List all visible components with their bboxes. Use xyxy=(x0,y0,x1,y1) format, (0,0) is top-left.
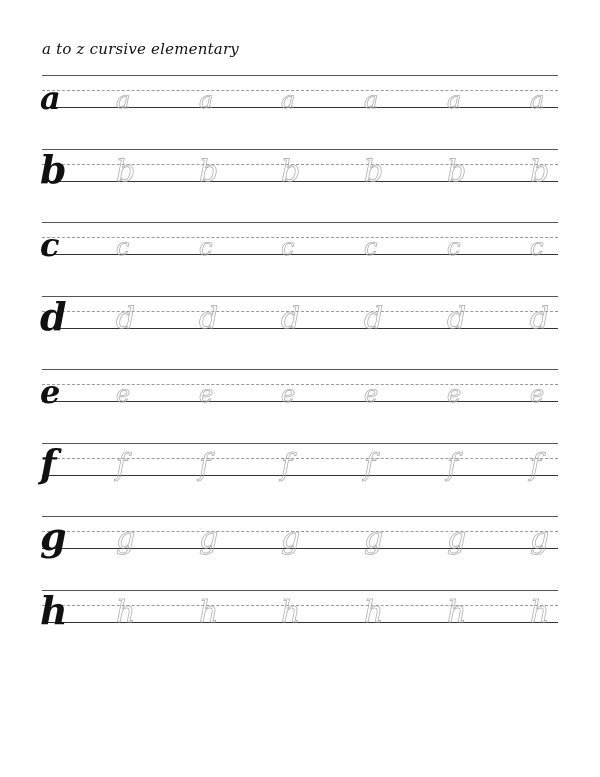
trace-letter: e xyxy=(530,379,545,408)
trace-letter: b xyxy=(281,153,301,189)
guide-line-top xyxy=(42,149,558,150)
trace-letter: a xyxy=(116,85,131,114)
trace-letter: f xyxy=(364,447,376,483)
trace-letter: e xyxy=(281,379,296,408)
guide-line-top xyxy=(42,590,558,591)
guide-line-top xyxy=(42,75,558,76)
trace-letter: d xyxy=(530,300,550,336)
trace-letter: g xyxy=(199,521,219,556)
trace-letter: d xyxy=(364,300,384,336)
model-letter: g xyxy=(40,514,67,560)
trace-letter: g xyxy=(116,521,136,556)
trace-letter: g xyxy=(447,521,467,556)
trace-letter: a xyxy=(199,85,214,114)
trace-letter: d xyxy=(116,300,136,336)
trace-letter: f xyxy=(447,447,459,483)
model-letter: a xyxy=(40,79,61,118)
guide-line-top xyxy=(42,516,558,517)
trace-letter: c xyxy=(199,232,213,261)
trace-letter: a xyxy=(447,85,462,114)
trace-letter: a xyxy=(281,85,296,114)
trace-letter: c xyxy=(364,232,378,261)
trace-letter: b xyxy=(530,153,550,189)
trace-letter: e xyxy=(116,379,131,408)
guide-line-top xyxy=(42,222,558,223)
trace-letter: c xyxy=(281,232,295,261)
trace-letter: f xyxy=(530,447,542,483)
trace-letter: h xyxy=(364,594,384,630)
trace-letter: h xyxy=(281,594,301,630)
trace-letter: h xyxy=(116,594,136,630)
model-letter: b xyxy=(40,146,67,192)
trace-letter: b xyxy=(364,153,384,189)
trace-letter: g xyxy=(281,521,301,556)
trace-letter: e xyxy=(199,379,214,408)
model-letter: c xyxy=(40,226,60,265)
trace-letter: c xyxy=(447,232,461,261)
trace-letter: d xyxy=(447,300,467,336)
trace-letter: f xyxy=(116,447,128,483)
trace-letter: c xyxy=(116,232,130,261)
trace-letter: b xyxy=(447,153,467,189)
trace-letter: g xyxy=(364,521,384,556)
trace-letter: d xyxy=(199,300,219,336)
guide-line-top xyxy=(42,443,558,444)
trace-letter: a xyxy=(364,85,379,114)
trace-letter: b xyxy=(116,153,136,189)
trace-letter: f xyxy=(199,447,211,483)
model-letter: f xyxy=(40,440,57,486)
trace-letter: e xyxy=(447,379,462,408)
worksheet-title: a to z cursive elementary xyxy=(42,40,239,58)
model-letter: e xyxy=(40,373,61,412)
guide-line-top xyxy=(42,369,558,370)
trace-letter: b xyxy=(199,153,219,189)
model-letter: d xyxy=(40,293,67,339)
trace-letter: h xyxy=(199,594,219,630)
trace-letter: a xyxy=(530,85,545,114)
trace-letter: d xyxy=(281,300,301,336)
trace-letter: h xyxy=(530,594,550,630)
guide-line-top xyxy=(42,296,558,297)
trace-letter: f xyxy=(281,447,293,483)
trace-letter: g xyxy=(530,521,550,556)
trace-letter: e xyxy=(364,379,379,408)
trace-letter: c xyxy=(530,232,544,261)
trace-letter: h xyxy=(447,594,467,630)
model-letter: h xyxy=(40,587,68,633)
